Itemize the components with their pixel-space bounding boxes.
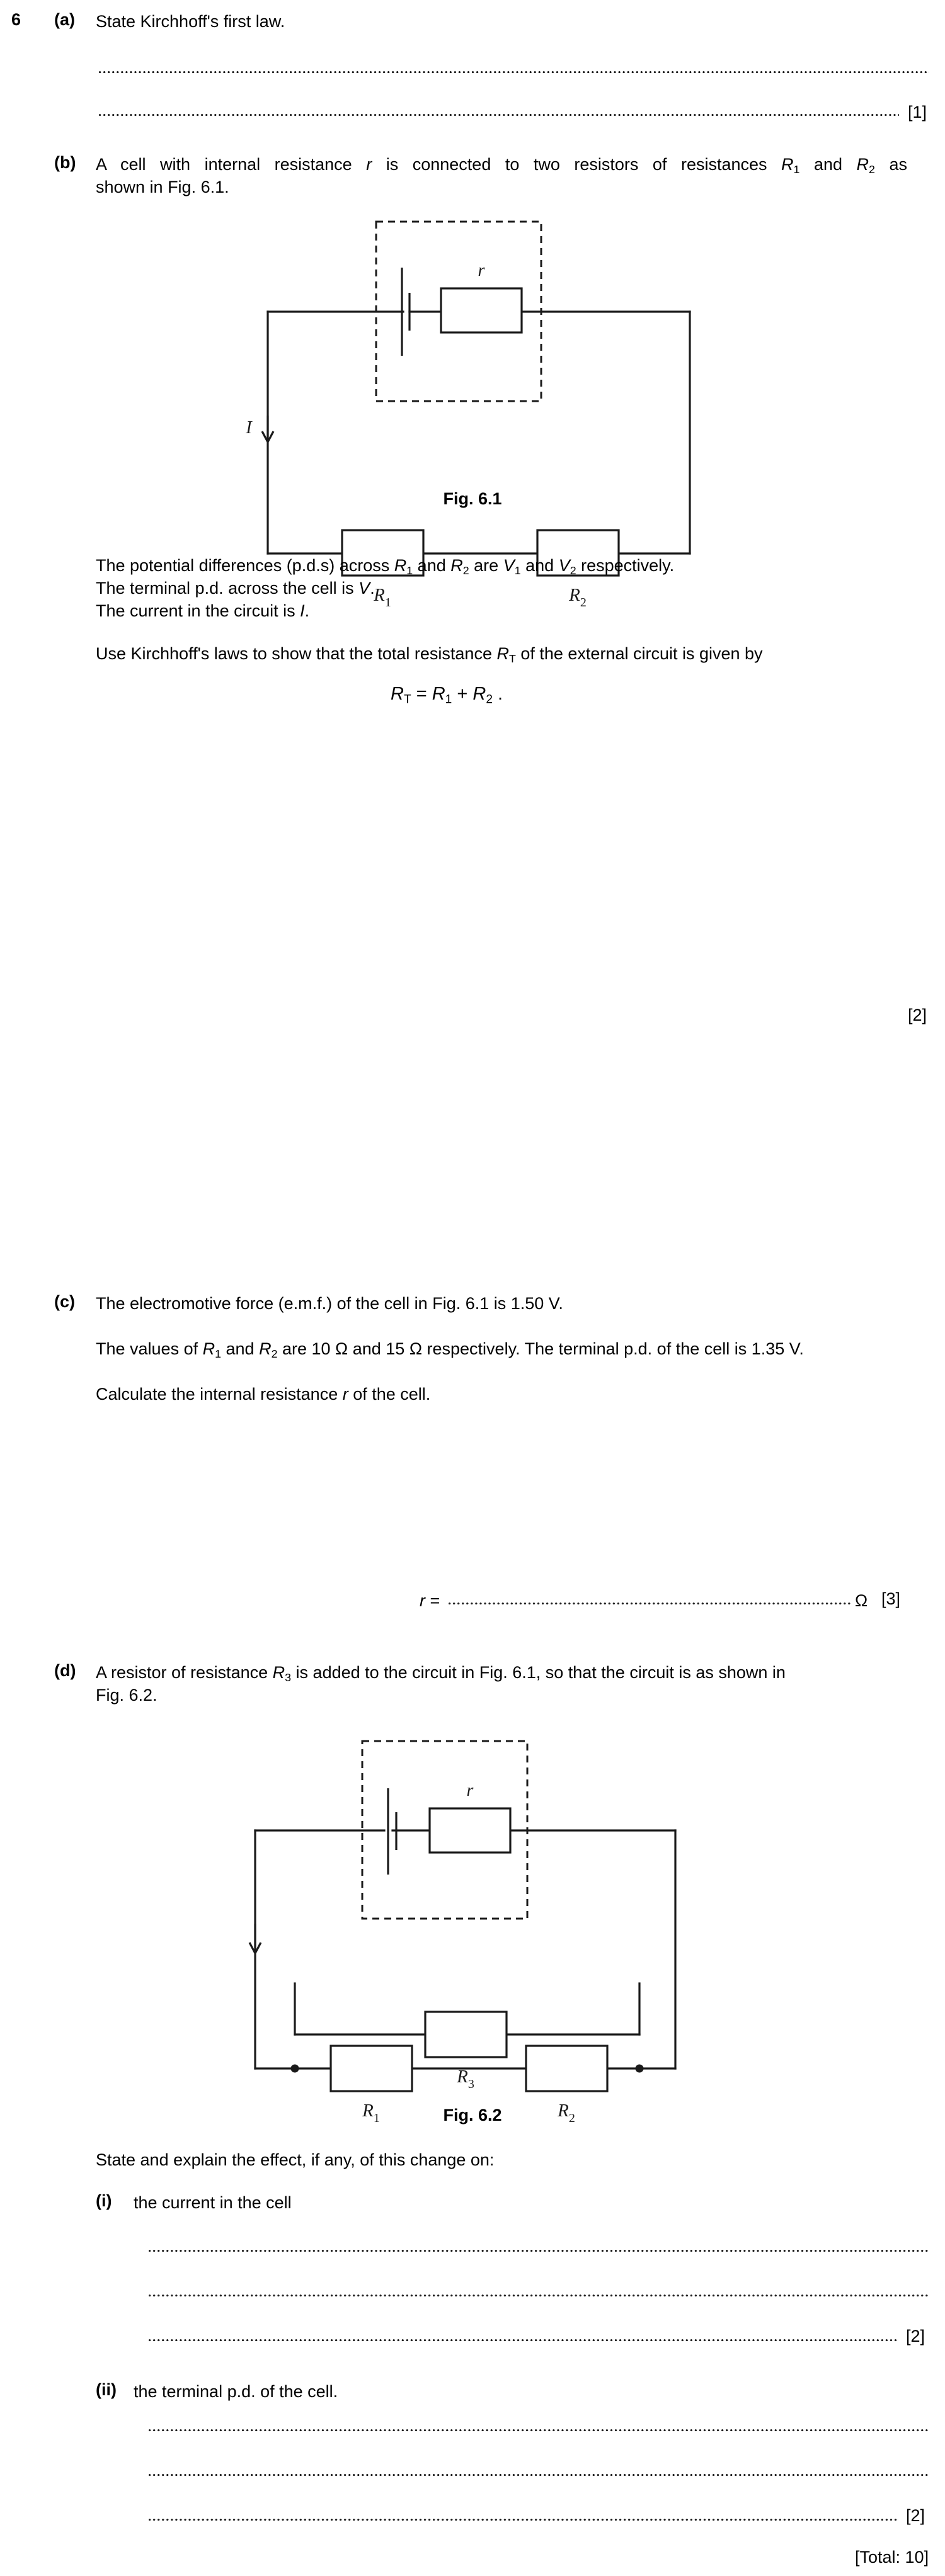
eq-RT: R [391,684,404,704]
symbol-V: V [358,579,370,598]
text-fragment: are 10 Ω and 15 Ω respectively. The terminal p.d. of the cell is 1.35 V. [277,1339,804,1358]
text-fragment: as [874,155,907,174]
text-fragment: Calculate the internal resistance [96,1385,343,1404]
text-fragment: and [520,556,559,575]
text-fragment: A resistor of resistance [96,1663,273,1682]
text-fragment: Use Kirchhoff's laws to show that the total resistance [96,644,497,663]
figure-6-1-caption: Fig. 6.1 [443,489,502,508]
part-c-marks: [3] [881,1589,901,1608]
eq-plus: + [452,684,473,704]
eq-R1-sub: 1 [445,693,452,706]
figure-6-2-r3-branch [220,1983,724,2113]
answer-line[interactable] [449,1603,850,1606]
answer-line[interactable] [149,2429,930,2433]
answer-line[interactable] [99,71,929,75]
text-fragment: The potential differences (p.d.s) across [96,556,394,575]
part-b-marks: [2] [908,1006,927,1024]
resistor-R2-label: $R_2$ [569,585,587,610]
symbol-R1-sub: 1 [406,564,413,577]
symbol-R2-sub: 2 [869,162,875,176]
text-fragment: and [413,556,451,575]
equals-sign: = [425,1591,440,1610]
eq-R2: R [472,684,486,704]
part-d-ii-text: the terminal p.d. of the cell. [134,2382,338,2401]
resistor-r-box [441,288,522,332]
symbol-I: I [300,601,305,620]
answer-line[interactable] [149,2339,897,2343]
symbol-RT: R [496,644,509,663]
resistor-R3-box [425,2012,507,2057]
text-fragment: and [799,155,857,174]
part-d-ii-label: (ii) [96,2380,117,2399]
question-total-marks: [Total: 10] [855,2548,929,2567]
symbol-R2: R [450,556,463,575]
answer-line[interactable] [99,114,899,118]
part-c-line3 [96,1383,430,1405]
part-d-i-text: the current in the cell [134,2193,292,2212]
text-fragment: of the external circuit is given by [515,644,763,663]
part-d-label: (d) [54,1661,76,1680]
text-fragment: . [304,601,310,620]
part-b-equation [391,684,503,706]
answer-line[interactable] [149,2295,930,2298]
part-a-text: State Kirchhoff's first law. [96,12,285,31]
resistor-R3-label: $R_3$ [457,2067,474,2091]
symbol-R2-sub: 2 [271,1347,278,1360]
answer-line[interactable] [149,2474,930,2478]
symbol-R1: R [202,1339,215,1358]
symbol-R1-sub: 1 [215,1347,222,1360]
symbol-R1-sub: 1 [793,162,800,176]
symbol-R3-sub: 3 [285,1671,292,1684]
part-b-intro-line2: shown in Fig. 6.1. [96,178,229,196]
part-c-line2 [96,1337,804,1365]
text-fragment: respectively. [576,556,675,575]
part-c-answer-prefix [420,1589,440,1612]
part-d-line1 [96,1661,908,1689]
symbol-r: r [366,155,372,174]
symbol-r: r [342,1385,348,1404]
text-fragment: and [221,1339,260,1358]
eq-R1: R [432,684,445,704]
eq-R2-sub: 2 [486,693,493,706]
symbol-V1: V [503,556,515,575]
symbol-V1-sub: 1 [514,564,521,577]
symbol-R1: R [394,556,407,575]
eq-RT-sub: T [403,693,411,706]
question-number: 6 [11,10,21,29]
text-fragment: The terminal p.d. across the cell is [96,579,359,598]
part-b-label: (b) [54,153,76,172]
text-fragment: is added to the circuit in Fig. 6.1, so that the circuit is as shown in [291,1663,786,1682]
answer-line[interactable] [149,2250,930,2254]
resistor-R2-label: $R_2$ [558,2101,575,2125]
symbol-R2-sub: 2 [462,564,469,577]
current-arrow-I [262,416,273,442]
part-c-answer-unit: Ω [855,1591,868,1610]
part-d-line2: Fig. 6.2. [96,1686,158,1705]
text-fragment: of the cell. [348,1385,431,1404]
part-d-i-label: (i) [96,2191,112,2210]
figure-6-2-caption: Fig. 6.2 [443,2106,502,2125]
text-fragment: is connected to two resistors of resistances [372,155,782,174]
part-b-statement-2 [96,577,375,599]
resistor-R1-label: $R_1$ [362,2101,380,2125]
text-fragment: . [370,579,375,598]
text-fragment: The current in the circuit is [96,601,301,620]
answer-line[interactable] [149,2519,897,2522]
symbol-V2: V [558,556,570,575]
current-arrow [249,1924,261,1953]
eq-period: . [492,684,503,704]
part-c-label: (c) [54,1292,75,1311]
resistor-r-label: r [466,1781,474,1800]
symbol-R3: R [272,1663,285,1682]
symbol-r: r [420,1591,425,1610]
symbol-R1: R [781,155,794,174]
part-d-prompt: State and explain the effect, if any, of this change on: [96,2150,495,2169]
current-label-I: I [246,418,252,438]
text-fragment: are [469,556,503,575]
eq-equals: = [411,684,432,704]
symbol-R2: R [856,155,869,174]
part-b-statement-3 [96,599,309,622]
resistor-r-label: r [478,261,485,280]
text-fragment: The values of [96,1339,203,1358]
resistor-R1-label: $R_1$ [374,585,391,610]
symbol-V2-sub: 2 [570,564,576,577]
part-d-i-marks: [2] [906,2327,925,2346]
part-a-marks: [1] [908,103,927,122]
part-b-instruction [96,642,763,670]
part-c-line1: The electromotive force (e.m.f.) of the cell in Fig. 6.1 is 1.50 V. [96,1294,563,1313]
part-d-ii-marks: [2] [906,2506,925,2525]
symbol-RT-sub: T [508,652,516,665]
resistor-r-box [430,1808,510,1853]
symbol-R2: R [259,1339,272,1358]
part-a-label: (a) [54,10,75,29]
text-fragment: A cell with internal resistance [96,155,367,174]
